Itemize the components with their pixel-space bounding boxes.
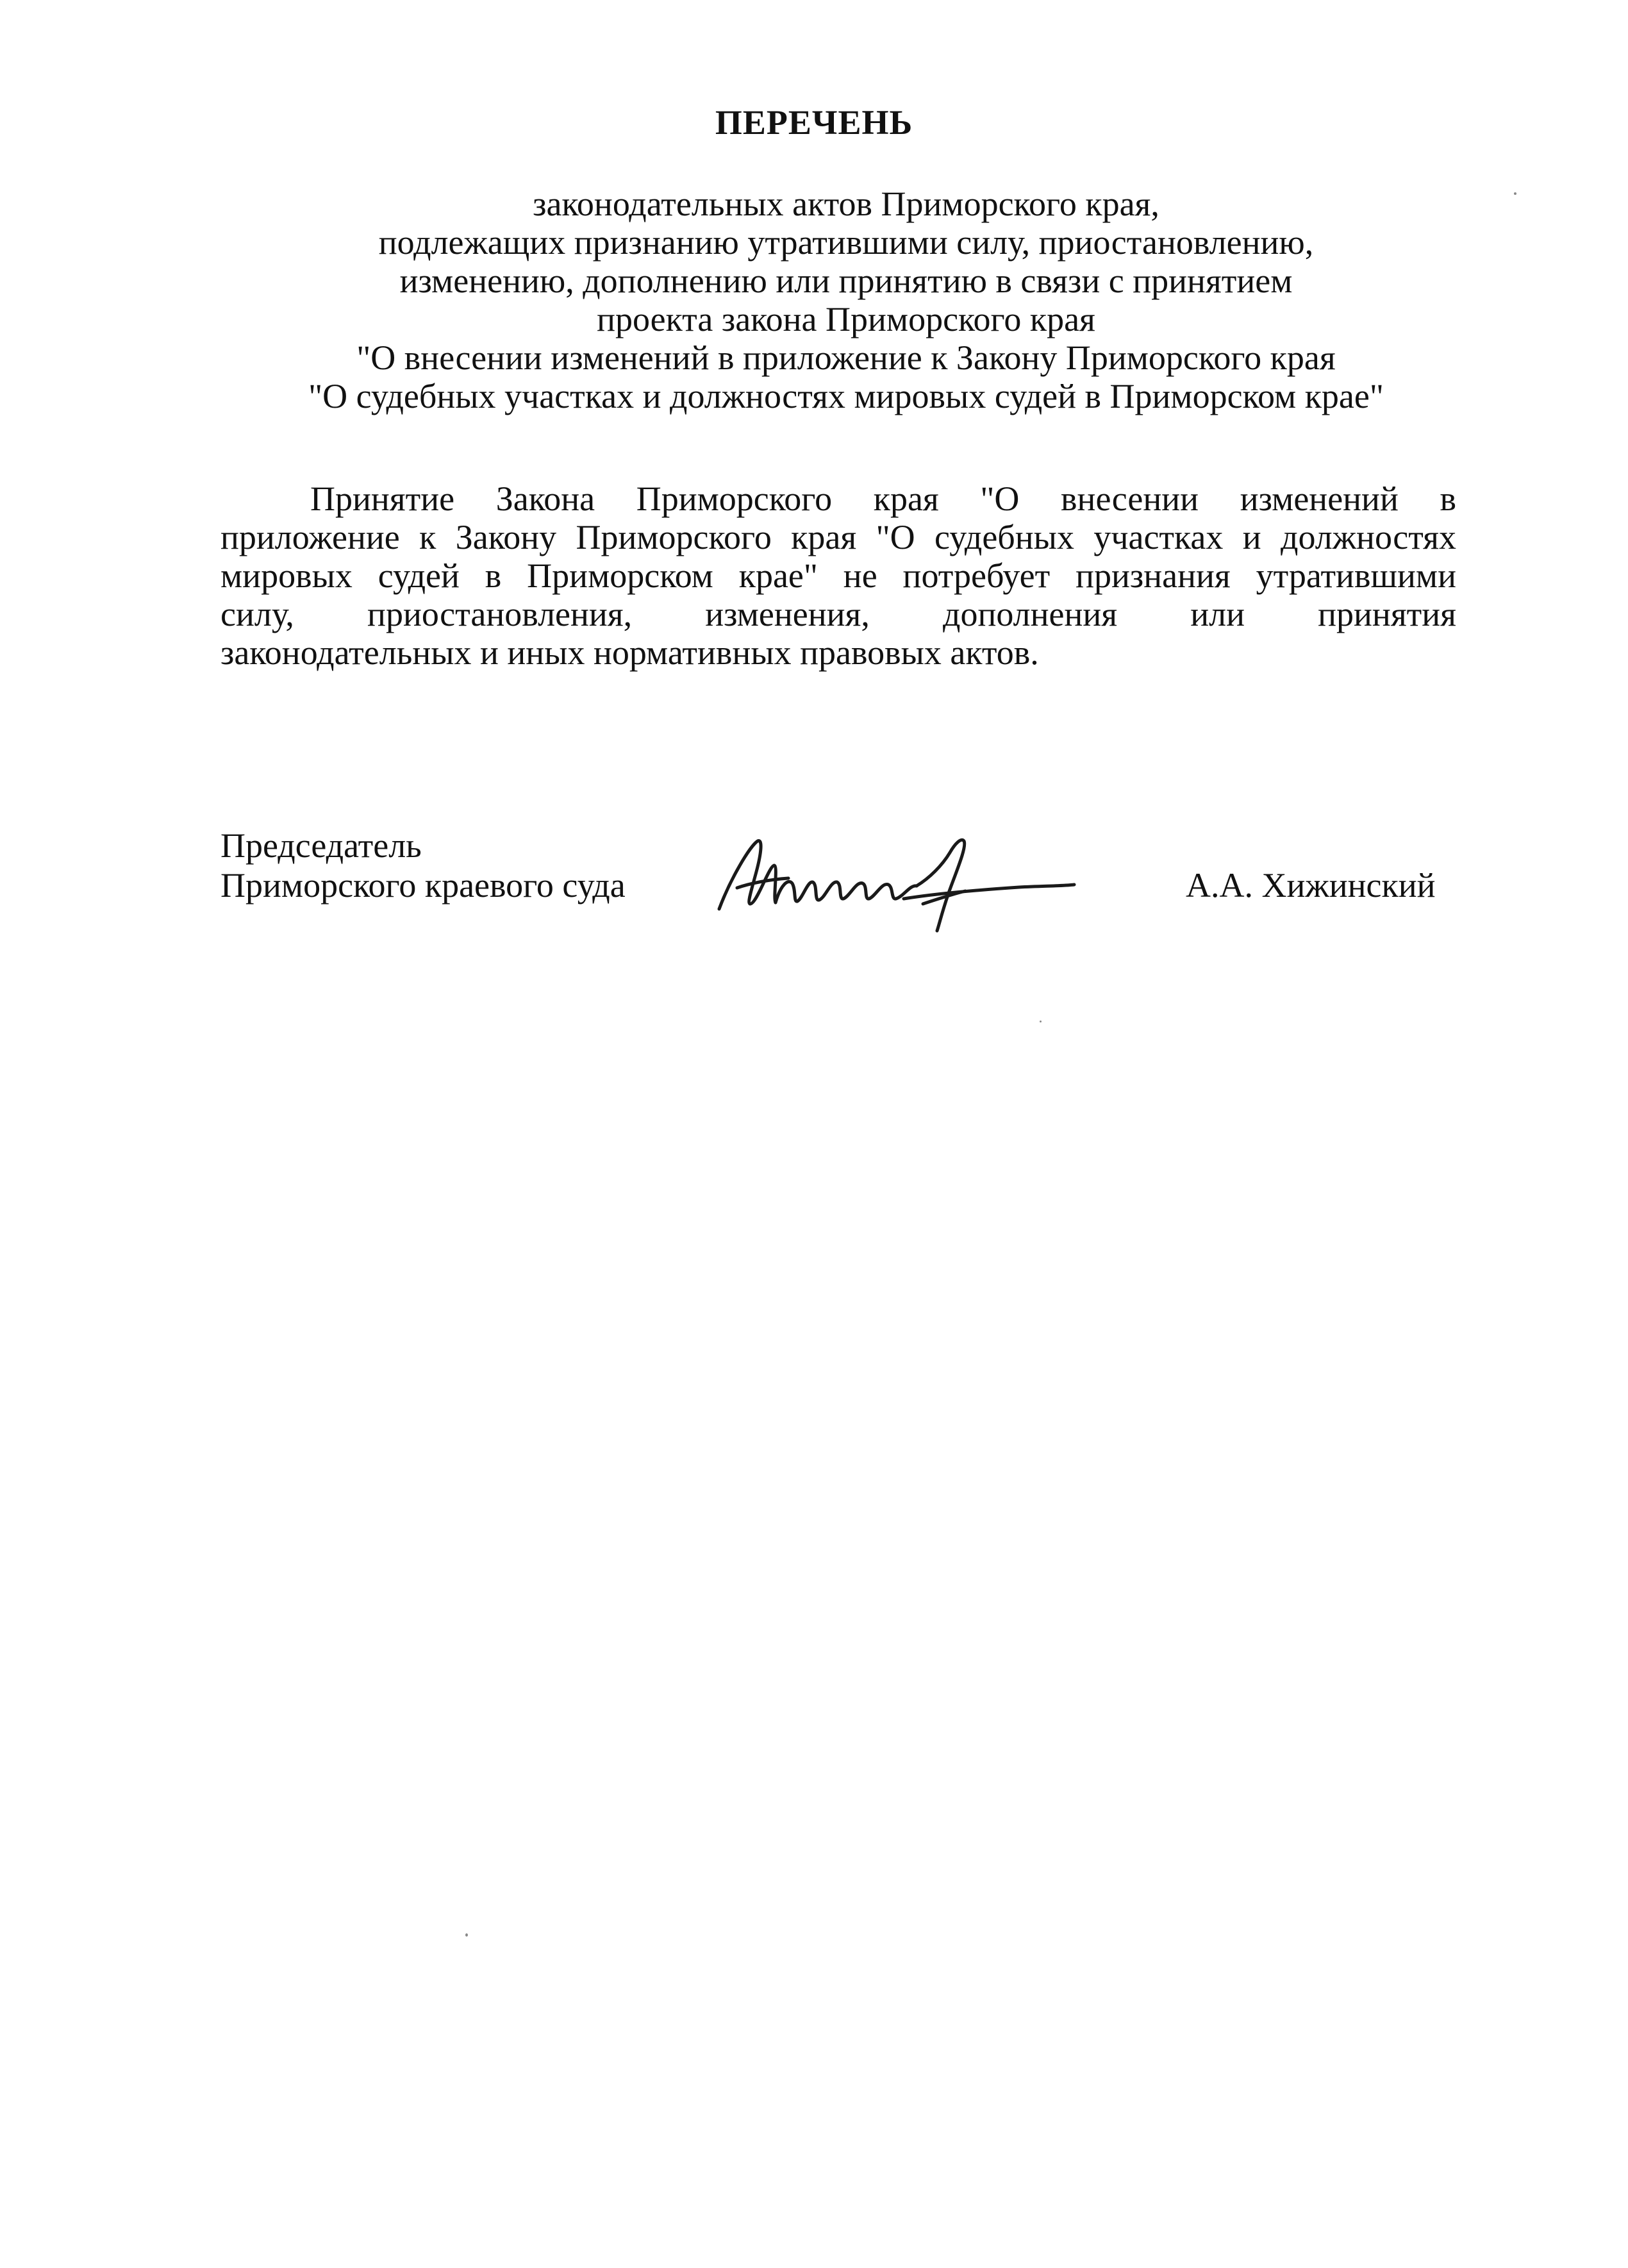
signer-position-line: Приморского краевого суда [220, 866, 626, 905]
body-line: приложение к Закону Приморского края "О судебных участках и должностях [220, 518, 1456, 556]
subtitle-line: подлежащих признанию утратившими силу, приостановлению, [378, 223, 1314, 262]
scan-speck [465, 1933, 468, 1937]
document-title: ПЕРЕЧЕНЬ [715, 103, 913, 142]
scan-speck [1514, 192, 1516, 195]
body-line: мировых судей в Приморском крае" не потребует признания утратившими [220, 556, 1456, 595]
body-line: Принятие Закона Приморского края "О внесении изменений в [310, 479, 1456, 518]
signer-position [220, 826, 626, 905]
body-paragraph [220, 479, 1456, 672]
subtitle-line: изменению, дополнению или принятию в связи с принятием [399, 262, 1293, 300]
subtitle-line: "О судебных участках и должностях мировых судей в Приморском крае" [308, 377, 1384, 415]
body-line: силу, приостановления, изменения, дополнения или принятия [220, 595, 1456, 633]
handwritten-signature [711, 827, 1083, 936]
signer-position-line: Председатель [220, 826, 422, 865]
document-subtitle [218, 185, 1474, 415]
scan-speck [1040, 1021, 1042, 1022]
subtitle-line: "О внесении изменений в приложение к Закону Приморского края [356, 338, 1336, 377]
signer-name: А.А. Хижинский [1186, 866, 1436, 905]
subtitle-line: проекта закона Приморского края [597, 300, 1095, 338]
subtitle-line: законодательных актов Приморского края, [533, 185, 1159, 223]
body-line: законодательных и иных нормативных правовых актов. [220, 633, 1039, 672]
